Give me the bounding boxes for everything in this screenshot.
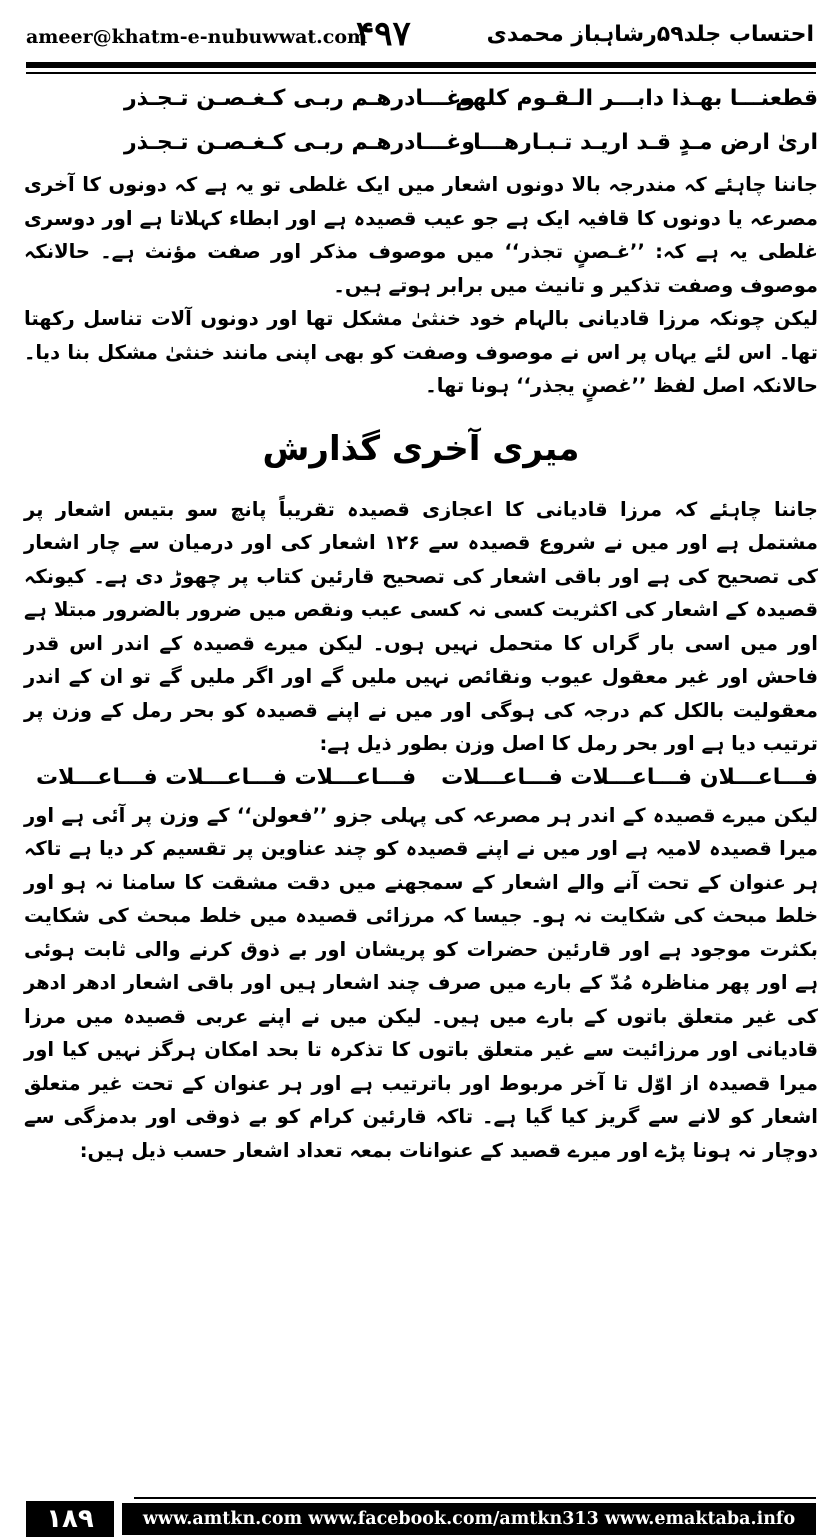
verse-hemistich-left: وغـــادرهـم ربـی كـغـصـن تـجـذر: [124, 86, 475, 111]
footer-rule: [134, 1497, 816, 1499]
header-page-number: ۴۹۷: [356, 14, 411, 54]
paragraph: لیکن میرے قصیدہ کے اندر ہر مصرعہ کی پہلی جزو ’’فعولن‘‘ کے وزن پر آئی ہے اور میرا قصیدہ لامیہ ہے اور میں نے اپنے قصیدہ کو چند عناوین پر تقسیم کر دیا ہے تاکہ ہر عنوان کے تحت آنے والے اشعار کے سمجھنے میں دقت مشقت کا سامنا نہ ہو اور خلط مبحث کی شکایت نہ ہو۔ جیسا کہ مرزائی قصیدہ میں خلط مبحث کی شکایت بکثرت موجود ہے اور قارئین حضرات کو پریشان اور بے ذوق کرنے والی ثابت ہوئی ہے اور پھر مناظرہ مُدّ کے بارے میں صرف چند اشعار ہیں اور باقی اشعار ادھر ادھر کی غیر متعلق باتوں کے بارے میں ہیں۔ لیکن میں نے اپنے عربی قصیدہ میں مرزا قادیانی اور مرزائیت سے غیر متعلق باتوں کا تذکرہ تا بحد امکان ہرگز نہیں کیا اور میرا قصیدہ از اوّل تا آخر مربوط اور باترتیب ہے اور ہر عنوان کے تحت غیر متعلق اشعار کو لانے سے گریز کیا گیا ہے۔ تاکہ قارئین کرام کو بے ذوقی اور بدمزگی سے دوچار نہ ہونا پڑے اور میرے قصید کے عنوانات بمعہ تعداد اشعار حسب ذیل ہیں:: [24, 803, 818, 1162]
verse-line: [24, 80, 818, 124]
meter-line: [24, 761, 818, 799]
meter-right: فـــاعـــلان فـــاعـــلات فـــاعـــلات: [441, 764, 818, 790]
paragraph: جاننا چاہئے کہ مندرجہ بالا دونوں اشعار میں ایک غلطی تو یہ ہے کہ دونوں کا آخری مصرعہ یا دونوں کا قافیہ ایک ہے جو عیب قصیدہ ہے اور ابطاء کہلاتا ہے اور دوسری غلطی یہ ہے کہ: ’’غـصنٍ تجذر‘‘ میں موصوف مذکر اور صفت مؤنث ہے۔ حالانکہ موصوف وصفت تذکیر و تانیث میں برابر ہوتے ہیں۔: [24, 173, 818, 297]
header-email: ameer@khatm-e-nubuwwat.com: [26, 26, 368, 48]
paragraph: جاننا چاہئے کہ مرزا قادیانی کا اعجازی قصیدہ تقریباً پانچ سو بتیس اشعار پر مشتمل ہے اور میں نے شروع قصیدہ سے ۱۲۶ اشعار کی اور درمیان سے چار اشعار کی تصحیح کی ہے اور باقی اشعار کی تصحیح قارئین کتاب پر چھوڑ دی ہے۔ کیونکہ قصیدہ کے اشعار کی اکثریت کسی نہ کسی عیب ونقص میں ضرور بالضرور مبتلا ہے اور میں اسی بار گراں کا متحمل نہیں ہوں۔ لیکن میرے قصیدہ کے اندر اس قدر فاحش اور غیر معقول عیوب ونقائص نہیں ملیں گے اور اگر ملیں گے تو ان کے اندر معقولیت بالکل کم درجہ کی ہوگی اور میں نے اپنے قصیدہ کو بحر رمل کے وزن پر ترتیب دیا ہے اور بحر رمل کا اصل وزن بطور ذیل ہے:: [24, 497, 819, 755]
footer-page-number: ۱۸۹: [26, 1501, 114, 1537]
page-body: [24, 80, 818, 1167]
header-rule-thick: [26, 62, 816, 68]
header-rule-thin: [26, 72, 816, 74]
page-footer: [26, 1497, 816, 1537]
paragraph: لیکن چونکہ مرزا قادیانی بالہام خود خنثیٰ مشکل تھا اور دونوں آلات تناسل رکھتا تھا۔ اس لئے یہاں پر اس نے موصوف وصفت کو بھی اپنی مانند خنثیٰ مشکل بنا دیا۔ حالانکہ اصل لفظ ’’غصنٍ یجذر‘‘ ہونا تھا۔: [24, 307, 818, 397]
footer-links: www.amtkn.com www.facebook.com/amtkn313 www.emaktaba.info: [122, 1503, 816, 1535]
verse-hemistich-left: وغـــادرهـم ربـی كـغـصـن تـجـذر: [124, 130, 475, 155]
verse-hemistich-right: قطعنـــا بهـذا دابـــر الـقـوم كلهم: [455, 86, 818, 111]
section-heading: میری آخری گذارش: [262, 428, 580, 469]
verse-hemistich-right: اریٰ ارض مـدٍ قـد اريـد تـبـارهـــا: [473, 130, 818, 155]
verse-line: [24, 124, 818, 168]
meter-left: فـــاعـــلات فـــاعـــلات فـــاعـــلات: [36, 764, 417, 790]
header-book-title: احتساب جلد۵۹رشاہباز محمدی: [486, 22, 814, 47]
page-header: [0, 0, 840, 60]
